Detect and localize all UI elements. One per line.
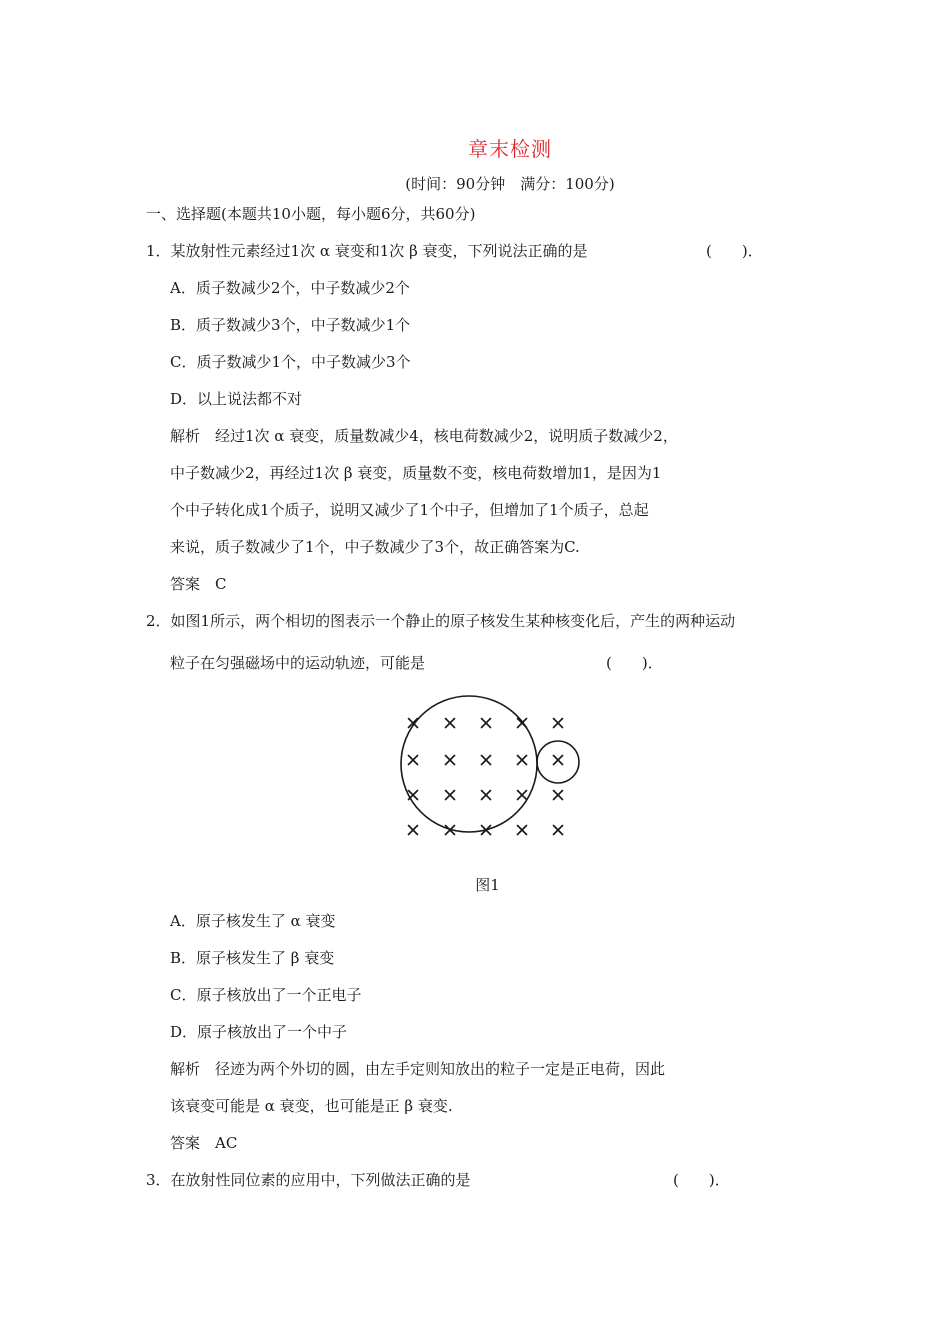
field-cross-mark bbox=[482, 719, 491, 728]
field-cross-mark bbox=[409, 826, 418, 835]
field-cross-mark bbox=[409, 791, 418, 800]
q2-answer: 答案 AC bbox=[170, 1134, 238, 1152]
magnetic-field-figure bbox=[392, 694, 592, 844]
q1-option-a: A．质子数减少2个，中子数减少2个 bbox=[170, 279, 410, 297]
q2-stem: 2．如图1所示，两个相切的图表示一个静止的原子核发生某种核变化后，产生的两种运动 bbox=[146, 612, 736, 630]
field-cross-marks bbox=[409, 719, 563, 835]
field-cross-mark bbox=[446, 719, 455, 728]
field-cross-mark bbox=[518, 756, 527, 765]
q2-option-a: A．原子核发生了 α 衰变 bbox=[170, 912, 336, 930]
section-heading: 一、选择题(本题共10小题，每小题6分，共60分) bbox=[146, 205, 476, 223]
q1-analysis-line: 解析 经过1次 α 衰变，质量数减少4，核电荷数减少2，说明质子数减少2， bbox=[170, 427, 678, 445]
field-cross-mark bbox=[518, 791, 527, 800]
field-cross-mark bbox=[518, 826, 527, 835]
small-track-circle bbox=[537, 741, 579, 783]
page-title: 章末检测 bbox=[468, 137, 552, 161]
field-cross-mark bbox=[409, 756, 418, 765]
q3-answer-blank: ( )． bbox=[673, 1171, 730, 1189]
field-cross-mark bbox=[554, 719, 563, 728]
q1-analysis-line: 中子数减少2，再经过1次 β 衰变，质量数不变，核电荷数增加1，是因为1 bbox=[170, 464, 662, 482]
q2-option-c: C．原子核放出了一个正电子 bbox=[170, 986, 362, 1004]
q1-stem: 1．某放射性元素经过1次 α 衰变和1次 β 衰变，下列说法正确的是 bbox=[146, 242, 588, 260]
q1-analysis-line: 来说，质子数减少了1个，中子数减少了3个，故正确答案为C. bbox=[170, 538, 580, 556]
q1-answer: 答案 C bbox=[170, 575, 227, 593]
q2-analysis-line: 解析 径迹为两个外切的圆，由左手定则知放出的粒子一定是正电荷，因此 bbox=[170, 1060, 666, 1078]
field-cross-mark bbox=[554, 826, 563, 835]
q2-answer-blank: ( )． bbox=[606, 654, 663, 672]
field-cross-mark bbox=[446, 791, 455, 800]
q1-analysis-line: 个中子转化成1个质子，说明又减少了1个中子，但增加了1个质子，总起 bbox=[170, 501, 649, 519]
q1-option-b: B．质子数减少3个，中子数减少1个 bbox=[170, 316, 411, 334]
q2-option-b: B．原子核发生了 β 衰变 bbox=[170, 949, 335, 967]
q1-option-d: D．以上说法都不对 bbox=[170, 390, 303, 408]
q3-stem: 3．在放射性同位素的应用中，下列做法正确的是 bbox=[146, 1171, 471, 1189]
q1-option-c: C．质子数减少1个，中子数减少3个 bbox=[170, 353, 411, 371]
field-cross-mark bbox=[482, 791, 491, 800]
figure-caption: 图1 bbox=[475, 876, 500, 894]
field-cross-mark bbox=[482, 756, 491, 765]
large-track-circle bbox=[401, 696, 537, 832]
field-cross-mark bbox=[554, 756, 563, 765]
q2-stem-continued: 粒子在匀强磁场中的运动轨迹，可能是 bbox=[170, 654, 426, 672]
exam-info: (时间：90分钟 满分：100分) bbox=[405, 175, 615, 193]
q2-option-d: D．原子核放出了一个中子 bbox=[170, 1023, 348, 1041]
field-cross-mark bbox=[554, 791, 563, 800]
field-cross-mark bbox=[518, 719, 527, 728]
q1-answer-blank: ( )． bbox=[706, 242, 763, 260]
field-cross-mark bbox=[446, 756, 455, 765]
q2-analysis-line: 该衰变可能是 α 衰变，也可能是正 β 衰变. bbox=[170, 1097, 453, 1115]
